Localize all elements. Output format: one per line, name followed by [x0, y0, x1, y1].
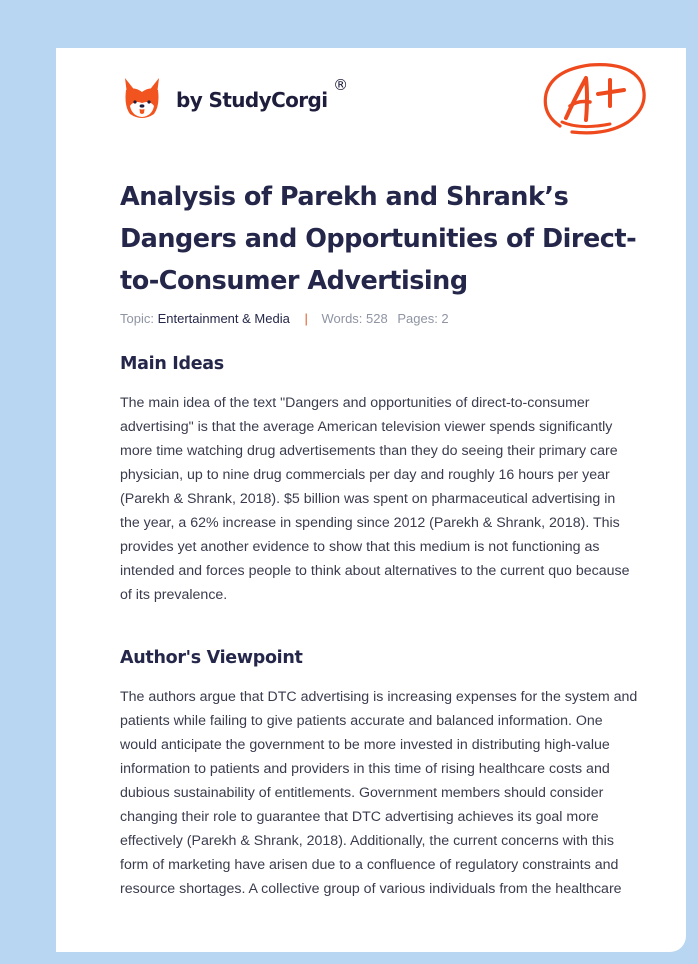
word-count: Words: 528	[321, 311, 388, 326]
document-card	[56, 48, 686, 952]
a-plus-grade-icon	[540, 60, 650, 140]
section-heading-main-ideas: Main Ideas	[120, 354, 224, 374]
registered-mark: ®	[333, 76, 348, 94]
page-count: Pages: 2	[397, 311, 449, 326]
section-body-authors-viewpoint: The authors argue that DTC advertising is increasing expenses for the system and patients while failing to give patients accurate and balanced information. One would anticipate the government to be more invested in distributing high-value information to patients and providers in this time of rising healthcare costs and dubious sustainability of entitlements. Government members should consider changing their role to guarantee that DTC advertising achieves its goal more effectively (Parekh & Shrank, 2018). Additionally, the current concerns with this form of marketing have arisen due to a confluence of regulatory constraints and resource shortages. A collective group of various individuals from the healthcare	[120, 689, 638, 897]
page-title: Analysis of Parekh and Shrank’s Dangers and Opportunities of Direct-to-Consumer Advertising	[120, 182, 637, 296]
topic-label: Topic:	[120, 311, 154, 326]
meta-separator: |	[304, 311, 308, 326]
header	[120, 74, 646, 144]
section-heading-authors-viewpoint: Author's Viewpoint	[120, 648, 303, 668]
corgi-logo-icon	[122, 76, 162, 120]
topic-link[interactable]: Entertainment & Media	[157, 311, 290, 326]
brand-name: by StudyCorgi ®	[176, 76, 348, 112]
studycorgi-logo[interactable]	[122, 76, 348, 120]
document-meta	[120, 311, 449, 326]
section-body-main-ideas: The main idea of the text "Dangers and opportunities of direct-to-consumer advertising" is that the average American television viewer spends significantly more time watching drug advertisements than they do seeing their primary care physician, up to nine drug commercials per day and roughly 16 hours per year (Parekh & Shrank, 2018). $5 billion was spent on pharmaceutical advertising in the year, a 62% increase in spending since 2012 (Parekh & Shrank, 2018). This provides yet another evidence to show that this medium is not functioning as intended and forces people to think about alternatives to the current quo because of its prevalence.	[120, 395, 630, 603]
